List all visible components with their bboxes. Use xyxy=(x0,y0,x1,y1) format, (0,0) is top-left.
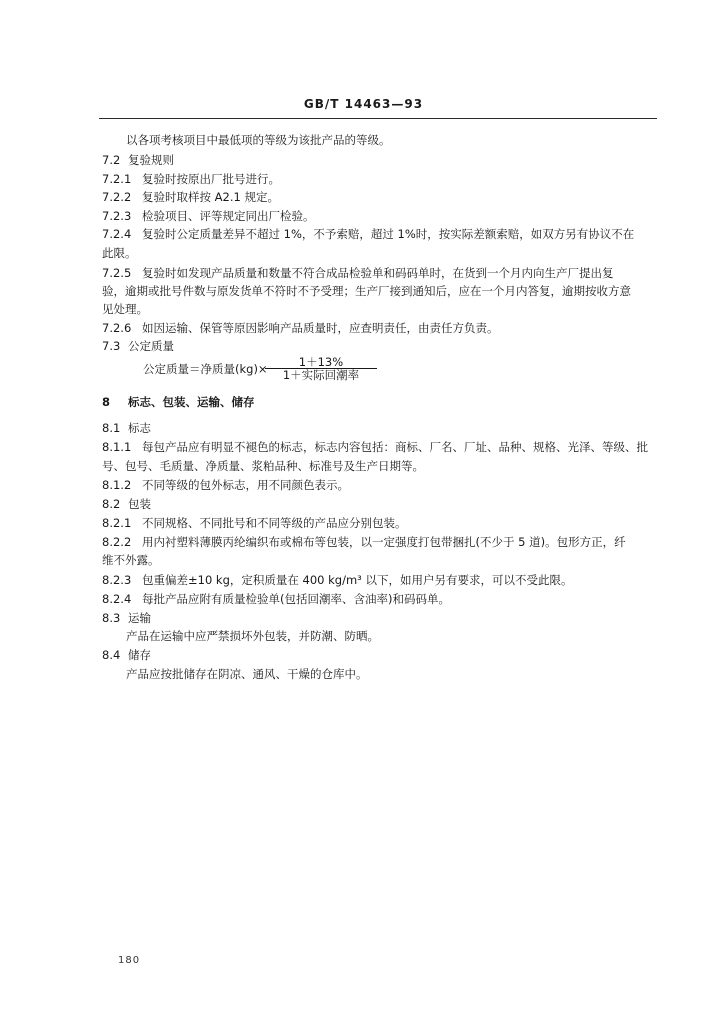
paragraph-line: 产品应按批储存在阴凉、通风、干燥的仓库中。 xyxy=(126,667,368,681)
formula-fraction xyxy=(265,356,377,382)
clause-7-2-5: 7.2.5 复验时如发现产品质量和数量不符合成品检验单和码码单时，在货到一个月内向生产厂提出复 xyxy=(102,266,614,280)
clause-number: 8 xyxy=(102,395,111,409)
clause-8-1-1: 8.1.1 每包产品应有明显不褪色的标志，标志内容包括：商标、厂名、厂址、品种、规格、光泽、等级、批 xyxy=(102,440,648,454)
clause-8-2-2: 8.2.2 用内衬塑料薄膜丙纶编织布或棉布等包装，以一定强度打包带捆扎(不少于 5 道)。包形方正，纤 xyxy=(102,535,626,549)
paragraph-line: 以各项考核项目中最低项的等级为该批产品的等级。 xyxy=(126,133,391,147)
clause-7-2-1: 7.2.1 复验时按原出厂批号进行。 xyxy=(102,172,280,186)
standard-code-header: GB/T 14463—93 xyxy=(303,97,424,111)
clause-number: 7.2.5 xyxy=(102,266,132,280)
section-heading-8-3: 8.3 运输 xyxy=(102,611,151,625)
clause-number: 8.2.4 xyxy=(102,592,132,606)
formula-numerator: 1＋13% xyxy=(265,356,377,369)
clause-number: 8.3 xyxy=(102,611,121,625)
section-heading-7-2: 7.2 复验规则 xyxy=(102,153,174,167)
clause-number: 8.1.1 xyxy=(102,440,132,454)
clause-number: 7.2.3 xyxy=(102,209,132,223)
paragraph-line: 产品在运输中应严禁损坏外包装，并防潮、防晒。 xyxy=(126,629,379,643)
clause-number: 8.1.2 xyxy=(102,478,132,492)
clause-8-2-1: 8.2.1 不同规格、不同批号和不同等级的产品应分别包装。 xyxy=(102,516,407,530)
section-heading-8-2: 8.2 包装 xyxy=(102,497,151,511)
paragraph-line: 维不外露。 xyxy=(102,553,160,567)
clause-number: 8.2.1 xyxy=(102,516,132,530)
clause-number: 7.3 xyxy=(102,339,121,353)
paragraph-line: 见处理。 xyxy=(102,302,148,316)
clause-number: 7.2 xyxy=(102,153,121,167)
clause-number: 8.1 xyxy=(102,421,121,435)
formula-denominator: 1＋实际回潮率 xyxy=(282,368,360,382)
paragraph-line: 号、包号、毛质量、净质量、浆粕品种、标准号及生产日期等。 xyxy=(102,459,424,473)
clause-number: 8.4 xyxy=(102,648,121,662)
section-heading-8: 8 标志、包装、运输、储存 xyxy=(102,395,255,409)
clause-7-2-4: 7.2.4 复验时公定质量差异不超过 1%，不予索赔，超过 1%时，按实际差额索赔，如双方另有协议不在 xyxy=(102,227,635,241)
section-heading-7-3: 7.3 公定质量 xyxy=(102,339,174,353)
paragraph-line: 验，逾期或批号件数与原发货单不符时不予受理；生产厂接到通知后，应在一个月内答复，逾期按收方意 xyxy=(102,284,631,298)
page-number: 180 xyxy=(118,955,141,966)
clause-number: 7.2.2 xyxy=(102,190,132,204)
clause-number: 7.2.6 xyxy=(102,321,132,335)
clause-number: 7.2.1 xyxy=(102,172,132,186)
clause-number: 8.2 xyxy=(102,497,121,511)
clause-7-2-2: 7.2.2 复验时取样按 A2.1 规定。 xyxy=(102,190,279,204)
clause-number: 8.2.2 xyxy=(102,535,132,549)
section-heading-8-1: 8.1 标志 xyxy=(102,421,151,435)
clause-8-1-2: 8.1.2 不同等级的包外标志，用不同颜色表示。 xyxy=(102,478,349,492)
clause-7-2-6: 7.2.6 如因运输、保管等原因影响产品质量时，应查明责任，由责任方负责。 xyxy=(102,321,499,335)
clause-7-2-3: 7.2.3 检验项目、评等规定同出厂检验。 xyxy=(102,209,315,223)
formula-lhs: 公定质量＝净质量(kg)× xyxy=(143,362,268,376)
section-heading-8-4: 8.4 储存 xyxy=(102,648,151,662)
clause-8-2-3: 8.2.3 包重偏差±10 kg，定积质量在 400 kg/m³ 以下，如用户另有要求，可以不受此限。 xyxy=(102,573,573,587)
clause-8-2-4: 8.2.4 每批产品应附有质量检验单(包括回潮率、含油率)和码码单。 xyxy=(102,592,450,606)
header-rule xyxy=(99,118,657,119)
clause-number: 8.2.3 xyxy=(102,573,132,587)
paragraph-line: 此限。 xyxy=(102,246,137,260)
clause-number: 7.2.4 xyxy=(102,227,132,241)
